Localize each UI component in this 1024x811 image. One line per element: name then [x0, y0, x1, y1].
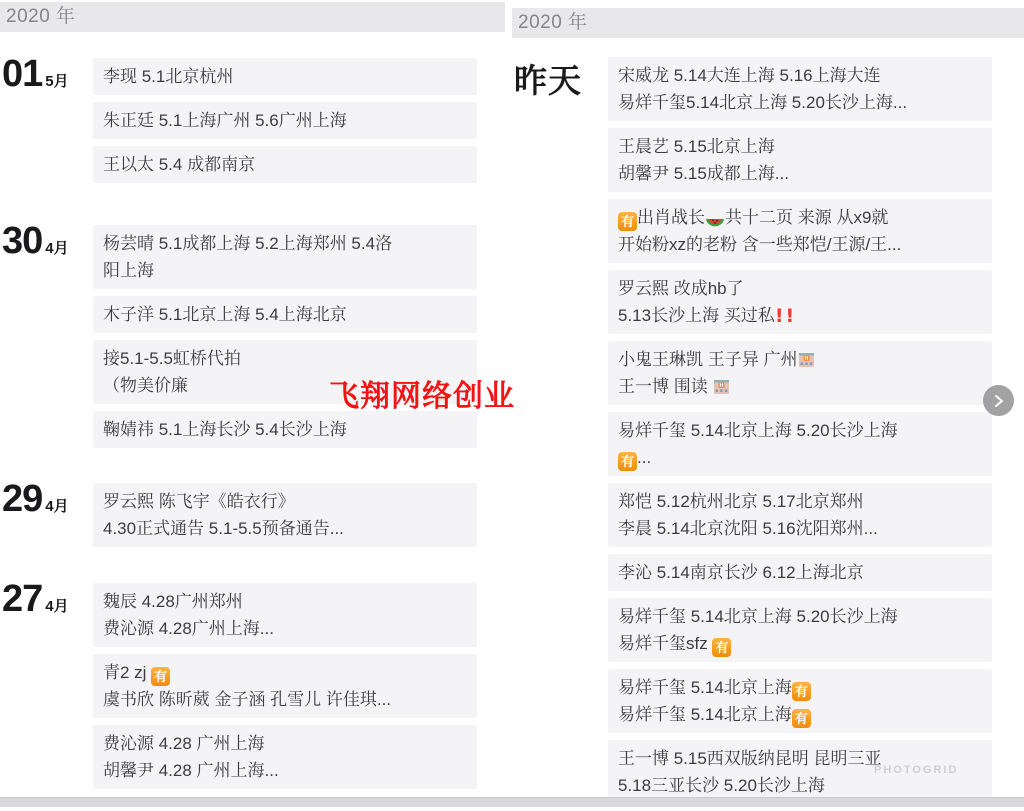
note-line: 青2 zj 有 — [103, 659, 467, 686]
date-group — [0, 220, 505, 455]
double-exclamation-emoji: !! — [774, 305, 797, 327]
note-line: 有 ... — [618, 444, 982, 471]
notes-panel-right — [512, 0, 1024, 807]
next-page-button[interactable] — [983, 385, 1014, 416]
entries-column — [93, 58, 477, 183]
date-group — [512, 57, 1024, 811]
photogrid-watermark: PHOTOGRID — [874, 764, 959, 776]
you-emoji: 有 — [792, 709, 811, 728]
date-label — [2, 220, 69, 263]
note-line: 王以太 5.4 成都南京 — [103, 155, 256, 174]
note-line: 鞠婧祎 5.1上海长沙 5.4长沙上海 — [103, 420, 347, 439]
date-label — [2, 53, 69, 96]
note-entry[interactable] — [93, 654, 477, 718]
note-line: 5.13长沙上海 买过私!! — [618, 302, 982, 329]
note-entry[interactable] — [608, 199, 992, 263]
note-entry[interactable] — [608, 554, 992, 591]
note-line: 木子洋 5.1北京上海 5.4上海北京 — [103, 305, 347, 324]
date-label — [2, 578, 69, 621]
note-entry[interactable] — [93, 411, 477, 448]
chevron-right-icon — [992, 394, 1006, 408]
day-number: 30 — [2, 220, 43, 262]
note-line: 费沁源 4.28 广州上海 — [103, 734, 265, 753]
note-line: 易烊千玺sfz 有 — [618, 630, 982, 657]
note-entry[interactable] — [608, 412, 992, 476]
date-group — [0, 578, 505, 796]
month-label: 4月 — [45, 240, 69, 257]
note-line: 王一博 5.15西双版纳昆明 昆明三亚 — [618, 749, 882, 768]
entries-column — [93, 583, 477, 789]
month-label: 4月 — [45, 598, 69, 615]
entries-column — [93, 483, 477, 547]
hotel-emoji — [712, 377, 731, 396]
note-line: 朱正廷 5.1上海广州 5.6广州上海 — [103, 111, 347, 130]
note-entry[interactable] — [93, 483, 477, 547]
note-line: 5.18三亚长沙 5.20长沙上海 — [618, 776, 825, 795]
note-line: 李沁 5.14南京长沙 6.12上海北京 — [618, 563, 864, 582]
note-line: 易烊千玺 5.14北京上海 有 — [618, 701, 982, 728]
note-line: 胡馨尹 5.15成都上海... — [618, 164, 789, 183]
hotel-emoji — [797, 350, 816, 369]
date-group — [0, 53, 505, 190]
entries-column — [608, 57, 992, 804]
note-entry[interactable] — [608, 57, 992, 121]
note-line: 胡馨尹 4.28 广州上海... — [103, 761, 279, 780]
note-groups-right — [512, 0, 1024, 807]
note-entry[interactable] — [93, 102, 477, 139]
note-line: 接5.1-5.5虹桥代拍 — [103, 349, 241, 368]
note-entry[interactable] — [608, 341, 992, 405]
note-line: 费沁源 4.28广州上海... — [103, 619, 274, 638]
note-line: 魏辰 4.28广州郑州 — [103, 592, 243, 611]
you-emoji: 有 — [712, 638, 731, 657]
day-number: 01 — [2, 53, 43, 95]
note-entry[interactable] — [608, 669, 992, 733]
note-entry[interactable] — [93, 583, 477, 647]
note-line: 杨芸晴 5.1成都上海 5.2上海郑州 5.4洛 — [103, 234, 393, 253]
day-number: 29 — [2, 478, 43, 520]
note-line: 易烊千玺 5.14北京上海 5.20长沙上海 — [618, 607, 898, 626]
month-label: 4月 — [45, 498, 69, 515]
note-entry[interactable] — [608, 483, 992, 547]
note-entry[interactable] — [608, 270, 992, 334]
watermelon-emoji — [705, 207, 725, 227]
note-line: 易烊千玺 5.14北京上海 有 — [618, 674, 982, 701]
note-entry[interactable] — [93, 225, 477, 289]
svg-text:H: H — [720, 382, 724, 389]
note-line: 宋威龙 5.14大连上海 5.16上海大连 — [618, 66, 881, 85]
date-group — [0, 478, 505, 554]
note-line: 小鬼王琳凯 王子异 广州 H — [618, 346, 982, 373]
note-line: 罗云熙 陈飞宇《皓衣行》 — [103, 492, 295, 511]
date-label: 昨天 — [514, 62, 582, 99]
note-entry[interactable] — [93, 725, 477, 789]
note-line: 有 出肖战长 共十二页 来源 从x9就 — [618, 204, 982, 231]
note-entry[interactable] — [608, 598, 992, 662]
you-emoji: 有 — [618, 212, 637, 231]
note-entry[interactable] — [608, 128, 992, 192]
note-line: 4.30正式通告 5.1-5.5预备通告... — [103, 519, 344, 538]
note-entry[interactable] — [93, 146, 477, 183]
note-line: 易烊千玺 5.14北京上海 5.20长沙上海 — [618, 421, 898, 440]
year-header-left: 2020 年 — [0, 2, 505, 32]
note-line: 易烊千玺5.14北京上海 5.20长沙上海... — [618, 93, 908, 112]
svg-text:H: H — [805, 355, 809, 362]
brand-watermark: 飞翔网络创业 — [329, 380, 515, 413]
note-line: 虞书欣 陈昕葳 金子涵 孔雪儿 许佳琪... — [103, 690, 392, 709]
note-line: 罗云熙 改成hb了 — [618, 279, 744, 298]
bottom-edge-bar — [0, 797, 1024, 807]
note-line: （物美价廉 — [103, 376, 188, 395]
date-label — [2, 478, 69, 521]
note-line: 郑恺 5.12杭州北京 5.17北京郑州 — [618, 492, 864, 511]
note-line: 王一博 围读 H — [618, 373, 982, 400]
note-line: 王晨艺 5.15北京上海 — [618, 137, 775, 156]
note-entry[interactable] — [93, 58, 477, 95]
note-line: 李现 5.1北京杭州 — [103, 67, 234, 86]
note-entry[interactable] — [93, 296, 477, 333]
note-line: 阳上海 — [103, 261, 154, 280]
day-number: 27 — [2, 578, 43, 620]
note-line: 李晨 5.14北京沈阳 5.16沈阳郑州... — [618, 519, 878, 538]
month-label: 5月 — [45, 73, 69, 90]
note-line: 开始粉xz的老粉 含一些郑恺/王源/王... — [618, 235, 902, 254]
year-header-right: 2020 年 — [512, 8, 1024, 38]
you-emoji: 有 — [618, 452, 637, 471]
you-emoji: 有 — [792, 682, 811, 701]
you-emoji: 有 — [151, 667, 170, 686]
